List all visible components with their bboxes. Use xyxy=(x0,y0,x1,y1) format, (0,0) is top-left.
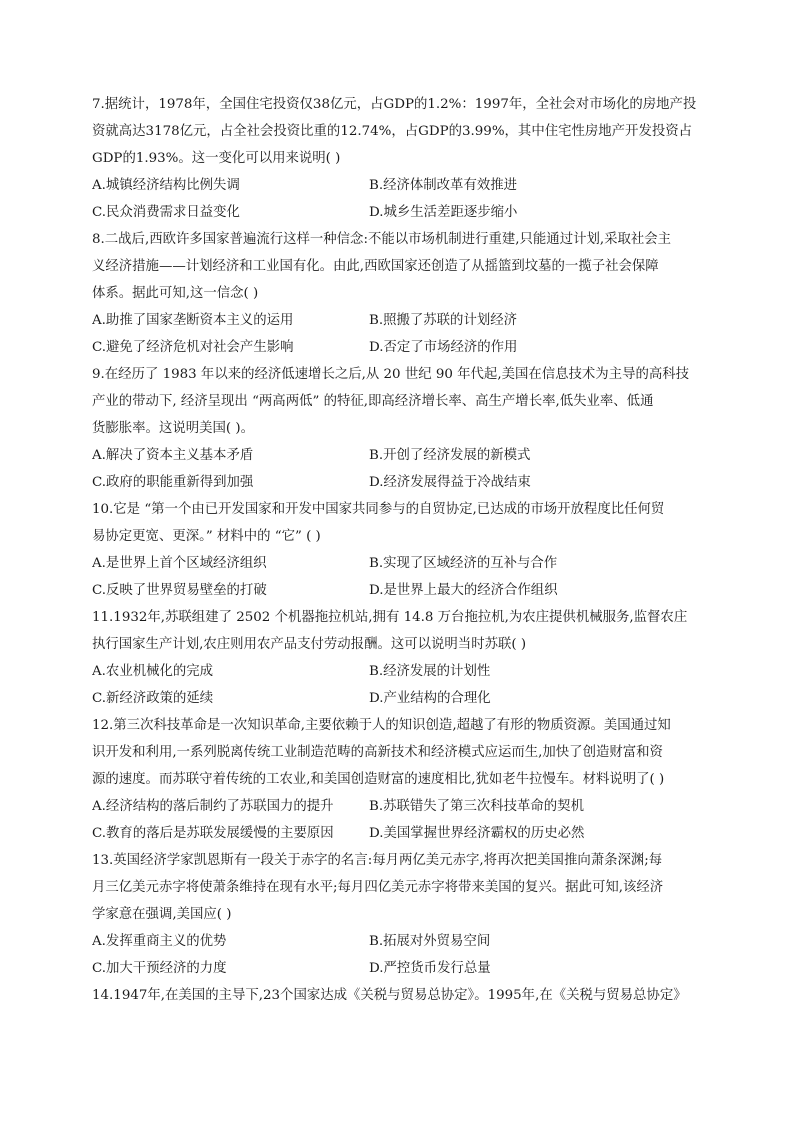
answer-option-a: A.发挥重商主义的优势 xyxy=(92,934,227,949)
answer-option-d: D.产业结构的合理化 xyxy=(369,691,491,706)
answer-option-b: B.实现了区域经济的互补与合作 xyxy=(369,556,558,571)
question-11 xyxy=(92,604,710,712)
question-stem-line: 13.英国经济学家凯恩斯有一段关于赤字的名言:每月两亿美元赤字,将再次把美国推向萧条深渊;每 xyxy=(92,853,663,868)
answer-option-d: D.城乡生活差距逐步缩小 xyxy=(369,205,518,220)
answer-options xyxy=(92,658,710,712)
question-14 xyxy=(92,982,710,1009)
answer-option-a: A.是世界上首个区域经济组织 xyxy=(92,556,267,571)
exam-page xyxy=(92,91,710,1009)
question-stem-line: 8.二战后,西欧许多国家普遍流行这样一种信念:不能以市场机制进行重建,只能通过计划,采取社会主 xyxy=(92,232,672,247)
answer-options xyxy=(92,442,710,496)
question-stem-line: 14.1947年,在美国的主导下,23个国家达成《关税与贸易总协定》。1995年,在《关税与贸易总协定》 xyxy=(92,988,687,1003)
question-stem-line: 体系。据此可知,这一信念( ) xyxy=(92,286,259,301)
answer-options xyxy=(92,793,710,847)
answer-option-c: C.加大干预经济的力度 xyxy=(92,961,227,976)
answer-options xyxy=(92,172,710,226)
question-stem-line: 10.它是 “第一个由已开发国家和开发中国家共同参与的自贸协定,已达成的市场开放程度比任何贸 xyxy=(92,502,665,517)
question-stem-line: 源的速度。而苏联守着传统的工农业,和美国创造财富的速度相比,犹如老牛拉慢车。材料说明了( ) xyxy=(92,772,665,787)
answer-options xyxy=(92,550,710,604)
question-8 xyxy=(92,226,710,361)
question-7 xyxy=(92,91,710,226)
answer-option-c: C.民众消费需求日益变化 xyxy=(92,205,240,220)
question-13 xyxy=(92,847,710,982)
answer-option-a: A.助推了国家垄断资本主义的运用 xyxy=(92,313,294,328)
answer-option-b: B.苏联错失了第三次科技革命的契机 xyxy=(369,799,584,814)
answer-option-d: D.否定了市场经济的作用 xyxy=(369,340,518,355)
question-9 xyxy=(92,361,710,496)
question-stem-line: 资就高达3178亿元，占全社会投资比重的12.74%，占GDP的3.99%，其中住宅性房地产开发投资占 xyxy=(92,124,693,139)
answer-option-a: A.解决了资本主义基本矛盾 xyxy=(92,448,254,463)
answer-option-c: C.避免了经济危机对社会产生影响 xyxy=(92,340,294,355)
answer-option-d: D.美国掌握世界经济霸权的历史必然 xyxy=(369,826,585,841)
answer-option-a: A.经济结构的落后制约了苏联国力的提升 xyxy=(92,799,334,814)
answer-option-b: B.经济发展的计划性 xyxy=(369,664,491,679)
question-stem-line: 12.第三次科技革命是一次知识革命,主要依赖于人的知识创造,超越了有形的物质资源。美国通过知 xyxy=(92,718,671,733)
answer-option-c: C.反映了世界贸易壁垒的打破 xyxy=(92,583,267,598)
answer-option-b: B.拓展对外贸易空间 xyxy=(369,934,491,949)
question-stem-line: 学家意在强调,美国应( ) xyxy=(92,907,232,922)
question-stem-line: 9.在经历了 1983 年以来的经济低速增长之后,从 20 世纪 90 年代起,美国在信息技术为主导的高科技 xyxy=(92,367,690,382)
question-stem-line: 产业的带动下, 经济呈现出 “两高两低” 的特征,即高经济增长率、高生产增长率,低失业率、低通 xyxy=(92,394,654,409)
answer-option-a: A.城镇经济结构比例失调 xyxy=(92,178,240,193)
question-stem-line: GDP的1.93%。这一变化可以用来说明( ) xyxy=(92,151,341,166)
answer-option-c: C.新经济政策的延续 xyxy=(92,691,214,706)
answer-option-c: C.教育的落后是苏联发展缓慢的主要原因 xyxy=(92,826,334,841)
answer-option-c: C.政府的职能重新得到加强 xyxy=(92,475,254,490)
answer-options xyxy=(92,928,710,982)
question-stem-line: 月三亿美元赤字将使萧条维持在现有水平;每月四亿美元赤字将带来美国的复兴。据此可知,该经济 xyxy=(92,880,664,895)
question-stem-line: 易协定更宽、更深。” 材料中的 “它” ( ) xyxy=(92,529,321,544)
question-stem-line: 货膨胀率。这说明美国( )。 xyxy=(92,421,255,436)
answer-options xyxy=(92,307,710,361)
answer-option-d: D.严控货币发行总量 xyxy=(369,961,491,976)
answer-option-b: B.照搬了苏联的计划经济 xyxy=(369,313,518,328)
question-stem-line: 7.据统计，1978年，全国住宅投资仅38亿元，占GDP的1.2%：1997年，全社会对市场化的房地产投 xyxy=(92,97,697,112)
question-stem-line: 识开发和利用,一系列脱离传统工业制造范畴的高新技术和经济模式应运而生,加快了创造财富和资 xyxy=(92,745,663,760)
answer-option-b: B.经济体制改革有效推进 xyxy=(369,178,518,193)
question-12 xyxy=(92,712,710,847)
question-stem-line: 11.1932年,苏联组建了 2502 个机器拖拉机站,拥有 14.8 万台拖拉机,为农庄提供机械服务,监督农庄 xyxy=(92,610,688,625)
answer-option-d: D.是世界上最大的经济合作组织 xyxy=(369,583,558,598)
answer-option-a: A.农业机械化的完成 xyxy=(92,664,214,679)
question-stem-line: 执行国家生产计划,农庄则用农产品支付劳动报酬。这可以说明当时苏联( ) xyxy=(92,637,527,652)
question-10 xyxy=(92,496,710,604)
question-stem-line: 义经济措施——计划经济和工业国有化。由此,西欧国家还创造了从摇篮到坟墓的一揽子社会保障 xyxy=(92,259,659,274)
answer-option-d: D.经济发展得益于冷战结束 xyxy=(369,475,531,490)
answer-option-b: B.开创了经济发展的新模式 xyxy=(369,448,531,463)
